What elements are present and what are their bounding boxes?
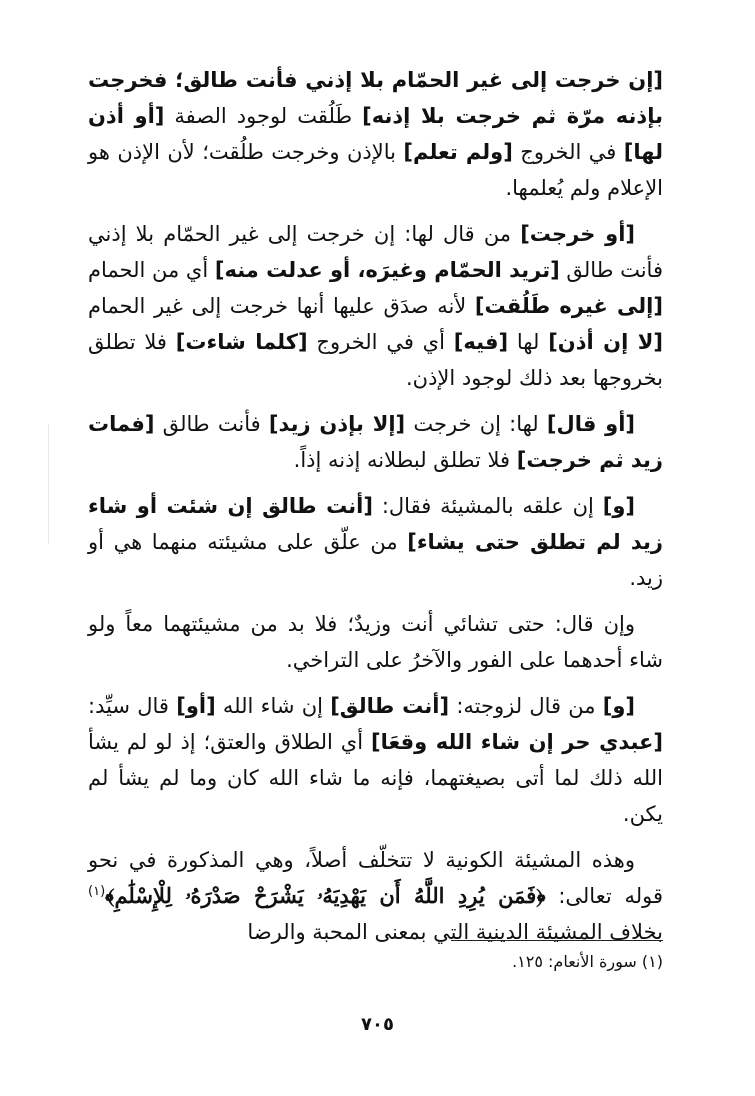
text-segment: إن شاء الله [215, 694, 331, 718]
bold-text-segment: [فيه] [453, 330, 509, 354]
text-segment: طَلُقت لوجود الصفة [164, 104, 363, 128]
bold-text-segment: [ولم تعلم] [403, 140, 513, 164]
text-segment: إن علقه بالمشيئة فقال: [372, 494, 603, 518]
text-segment: في الخروج [512, 140, 624, 164]
footnote-reference: (١) [88, 884, 106, 899]
bold-text-segment: [إلا بإذن زيد] [268, 412, 406, 436]
paragraph [88, 688, 663, 832]
text-segment: من قال لزوجته: [449, 694, 603, 718]
text-segment: من قال لها: إن خرجت إلى غير الحمّام بلا إذني فأنت طالق [88, 222, 663, 282]
bold-text-segment: [و] [602, 494, 636, 518]
text-segment: فلا تطلق لبطلانه إذنه إذاً. [293, 448, 517, 472]
text-segment: بخلاف المشيئة الدينية التي بمعنى المحبة والرضا [247, 920, 663, 944]
main-text-block [88, 62, 663, 960]
text-segment: قال سيِّد: [88, 694, 177, 718]
quran-verse: ﴿فَمَن يُرِدِ اللَّهُ أَن يَهْدِيَهُۥ يَشْرَحْ صَدْرَهُۥ لِلْإِسْلَٰمِ﴾ [105, 883, 546, 908]
book-page [0, 44, 755, 1054]
bold-text-segment: [أو خرجت] [520, 222, 635, 246]
text-segment: بالإذن وخرجت طلُقت؛ لأن الإذن هو الإعلام ولم يُعلمها. [88, 140, 663, 200]
page-number: ٧٠٥ [361, 1014, 394, 1035]
paragraph [88, 406, 663, 478]
bold-text-segment: [لا إن أذن] [548, 330, 663, 354]
paragraph [88, 842, 663, 950]
bold-text-segment: [إلى غيره طَلُقت] [474, 294, 663, 318]
bold-text-segment: [إن خرجت إلى غير الحمّام بلا إذني فأنت طالق؛ فخرجت بإذنه مرّة ثم خرجت بلا إذنه] [88, 68, 663, 128]
bold-text-segment: [كلما شاءت] [175, 330, 308, 354]
text-segment: من علّق على مشيئته منهما هي أو زيد. [88, 530, 663, 590]
paragraph [88, 488, 663, 596]
bold-text-segment: [عبدي حر إن شاء الله وقعَا] [371, 730, 663, 754]
text-segment: أي من الحمام [87, 258, 215, 282]
text-segment: لها: إن خرجت [405, 412, 547, 436]
text-segment: وإن قال: حتى تشائي أنت وزيدٌ؛ فلا بد من مشيئتهما معاً ولو شاء أحدهما على الفور والآخرُ على التراخي. [88, 612, 663, 672]
paragraph [88, 62, 663, 206]
text-segment: فأنت طالق [154, 412, 269, 436]
text-segment: لها [508, 330, 549, 354]
bold-text-segment: [تريد الحمّام وغيرَه، أو عدلت منه] [214, 258, 560, 282]
margin-scan-artifact [48, 424, 49, 544]
text-segment: وهذه المشيئة الكونية لا تتخلّف أصلاً، وهي المذكورة في نحو قوله تعالى: [88, 848, 663, 908]
text-segment: أي في الخروج [307, 330, 454, 354]
footnote: (١) سورة الأنعام: ١٢٥. [512, 952, 663, 971]
paragraph [88, 606, 663, 678]
bold-text-segment: [و] [602, 694, 635, 718]
paragraph [88, 216, 663, 396]
text-segment: فلا تطلق بخروجها بعد ذلك لوجود الإذن. [88, 330, 663, 390]
footnote-divider [451, 940, 663, 941]
text-segment: لأنه صدَق عليها أنها خرجت إلى غير الحمام [88, 294, 475, 318]
bold-text-segment: [أو] [176, 694, 216, 718]
bold-text-segment: [أنت طالق] [330, 694, 450, 718]
bold-text-segment: [أو أذن لها] [88, 104, 663, 164]
bold-text-segment: [أنت طالق إن شئت أو شاء زيد لم تطلق حتى يشاء] [88, 494, 663, 554]
bold-text-segment: [فمات زيد ثم خرجت] [88, 412, 663, 472]
bold-text-segment: [أو قال] [546, 412, 635, 436]
text-segment: أي الطلاق والعتق؛ إذ لو لم يشأ الله ذلك لما أتى بصيغتهما، فإنه ما شاء الله كان وما لم يشأ لم يكن. [88, 730, 663, 826]
